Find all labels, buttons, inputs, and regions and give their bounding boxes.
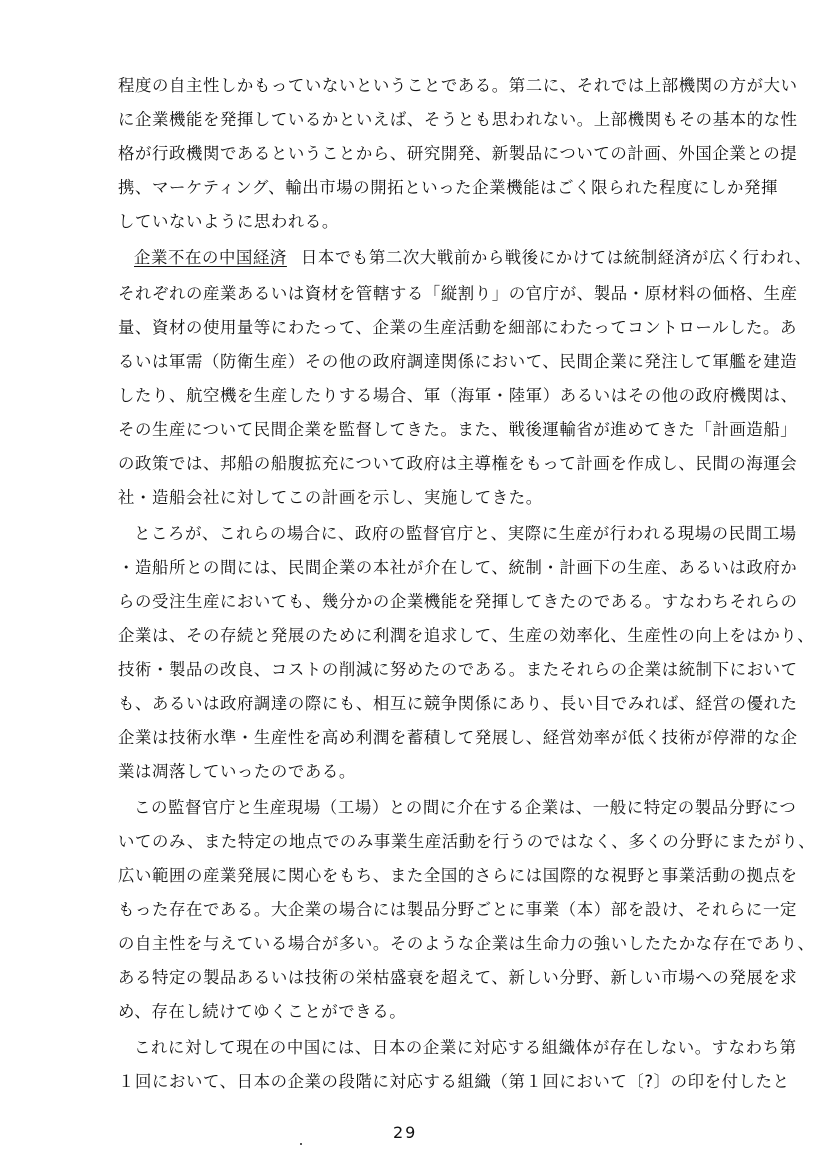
- text-line: いてのみ、また特定の地点でのみ事業生産活動を行うのではなく、多くの分野にまたがり、: [118, 832, 816, 851]
- text-line: 社・造船会社に対してこの計画を示し、実施してきた。: [118, 488, 543, 507]
- text-line: 広い範囲の産業発展に関心をもち、また全国的さらには国際的な視野と事業活動の拠点を: [118, 866, 798, 885]
- text-line: この監督官庁と生産現場（工場）との間に介在する企業は、一般に特定の製品分野につ: [134, 798, 797, 817]
- text-line: も、あるいは政府調達の際にも、相互に競争関係にあり、長い目でみれば、経営の優れた: [118, 694, 798, 713]
- text-line: その生産について民間企業を監督してきた。また、戦後運輸省が進めてきた「計画造船」: [118, 420, 798, 439]
- page-number: 29: [393, 1123, 418, 1142]
- text-line: 企業は技術水準・生産性を高め利潤を蓄積して発展し、経営効率が低く技術が停滞的な企: [118, 728, 798, 747]
- text-line: 企業は、その存続と発展のために利潤を追求して、生産の効率化、生産性の向上をはかり、: [118, 626, 815, 645]
- text-line: したり、航空機を生産したりする場合、軍（海軍・陸軍）あるいはその他の政府機関は、: [118, 386, 798, 405]
- text-line: 量、資材の使用量等にわたって、企業の生産活動を細部にわたってコントロールした。あ: [118, 318, 797, 337]
- text-line: るいは軍需（防衛生産）その他の政府調達関係において、民間企業に発注して軍艦を建造: [118, 352, 798, 371]
- text-line: していないように思われる。: [118, 212, 339, 231]
- section-heading: 企業不在の中国経済: [134, 248, 287, 267]
- text-line: 日本でも第二次大戦前から戦後にかけては統制経済が広く行われ、: [300, 248, 812, 267]
- text-line: もった存在である。大企業の場合には製品分野ごとに事業（本）部を設け、それらに一定: [118, 900, 797, 919]
- text-line: らの受注生産においても、幾分かの企業機能を発揮してきたのである。すなわちそれらの: [118, 592, 798, 611]
- text-line: 格が行政機関であるということから、研究開発、新製品についての計画、外国企業との提: [118, 144, 798, 163]
- text-line: の自主性を与えている場合が多い。そのような企業は生命力の強いしたたかな存在であり、: [118, 934, 815, 953]
- text-line: 技術・製品の改良、コストの削減に努めたのである。またそれらの企業は統制下において: [118, 660, 798, 679]
- text-line: １回において、日本の企業の段階に対応する組織（第１回において〔?〕の印を付したと: [118, 1072, 790, 1091]
- text-line: 業は凋落していったのである。: [118, 762, 356, 781]
- text-line: これに対して現在の中国には、日本の企業に対応する組織体が存在しない。すなわち第: [134, 1038, 797, 1057]
- text-line: ・造船所との間には、民間企業の本社が介在して、統制・計画下の生産、あるいは政府か: [118, 558, 798, 577]
- text-line: それぞれの産業あるいは資材を管轄する「縦割り」の官庁が、製品・原材料の価格、生産: [118, 284, 798, 303]
- text-line: ところが、これらの場合に、政府の監督官庁と、実際に生産が行われる現場の民間工場: [134, 524, 797, 543]
- section-heading-line: [134, 248, 812, 268]
- text-line: 程度の自主性しかもっていないということである。第二に、それでは上部機関の方が大い: [118, 76, 798, 95]
- text-line: ある特定の製品あるいは技術の栄枯盛衰を超えて、新しい分野、新しい市場への発展を求: [118, 968, 798, 987]
- text-line: の政策では、邦船の船腹拡充について政府は主導権をもって計画を作成し、民間の海運会: [118, 454, 798, 473]
- text-line: め、存在し続けてゆくことができる。: [118, 1002, 407, 1021]
- scan-speck: [300, 1143, 302, 1145]
- text-line: に企業機能を発揮しているかといえば、そうとも思われない。上部機関もその基本的な性: [118, 110, 798, 129]
- text-line: 携、マーケティング、輸出市場の開拓といった企業機能はごく限られた程度にしか発揮: [118, 178, 779, 197]
